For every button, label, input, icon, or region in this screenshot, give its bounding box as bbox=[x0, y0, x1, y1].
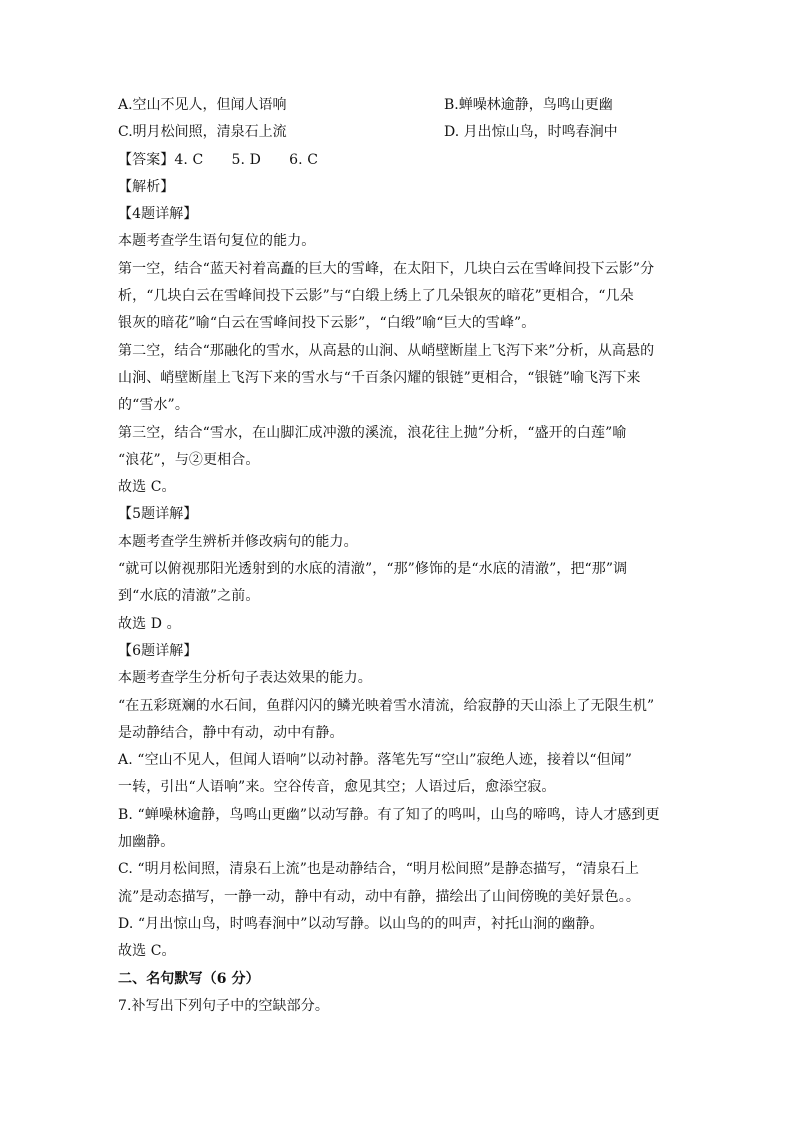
options-row-2 bbox=[118, 119, 678, 146]
options-row-1 bbox=[118, 92, 678, 119]
paragraph-line: 银灰的暗花”喻“白云在雪峰间投下云影”，“白缎”喻“巨大的雪峰”。 bbox=[118, 315, 536, 332]
option-d: D. 月出惊山鸟，时鸣春涧中 bbox=[444, 124, 618, 141]
paragraph-line: 本题考查学生分析句子表达效果的能力。 bbox=[118, 670, 372, 687]
option-c: C.明月松间照，清泉石上流 bbox=[118, 124, 287, 141]
option-b: B.蝉噪林逾静，鸟鸣山更幽 bbox=[444, 97, 613, 113]
paragraph-line: “就可以俯视那阳光透射到的水底的清澈”，“那”修饰的是“水底的清澈”，把“那”调 bbox=[118, 561, 628, 578]
paragraph-line: “浪花”，与②更相合。 bbox=[118, 451, 260, 468]
section-heading: 二、名句默写（6 分） bbox=[118, 970, 260, 987]
q5-heading: 【5题详解】 bbox=[118, 506, 198, 523]
paragraph-line: 到“水底的清澈”之前。 bbox=[118, 588, 260, 605]
paragraph-line: 第二空，结合“那融化的雪水，从高悬的山涧、从峭壁断崖上飞泻下来”分析，从高悬的 bbox=[118, 342, 655, 359]
paragraph-line: 本题考查学生辨析并修改病句的能力。 bbox=[118, 533, 358, 550]
paragraph-line: 本题考查学生语句复位的能力。 bbox=[118, 233, 316, 250]
analysis-heading: 【解析】 bbox=[118, 178, 175, 195]
paragraph-line: 第三空，结合“雪水，在山脚汇成冲激的溪流，浪花往上抛”分析，“盛开的白莲”喻 bbox=[118, 424, 627, 441]
paragraph-line: 流”是动态描写，一静一动，静中有动，动中有静，描绘出了山间傍晚的美好景色。。 bbox=[118, 888, 640, 905]
paragraph-line: 第一空，结合“蓝天衬着高矗的巨大的雪峰，在太阳下，几块白云在雪峰间投下云影”分 bbox=[118, 260, 655, 277]
option-a: A.空山不见人，但闻人语响 bbox=[118, 97, 287, 113]
paragraph-line: 析，“几块白云在雪峰间投下云影”与“白缎上绣上了几朵银灰的暗花”更相合，“几朵 bbox=[118, 288, 634, 305]
document-page bbox=[118, 92, 678, 1020]
paragraph-line: D. “月出惊山鸟，时鸣春涧中”以动写静。以山鸟的的叫声，衬托山涧的幽静。 bbox=[118, 915, 604, 932]
paragraph-line: B. “蝉噪林逾静，鸟鸣山更幽”以动写静。有了知了的鸣叫，山鸟的啼鸣，诗人才感到更 bbox=[118, 806, 660, 823]
paragraph-line: 是动静结合，静中有动，动中有静。 bbox=[118, 724, 344, 741]
paragraph-line: 加幽静。 bbox=[118, 834, 175, 851]
choice-line: 故选 C。 bbox=[118, 479, 176, 496]
paragraph-line: “在五彩斑斓的水石间，鱼群闪闪的鳞光映着雪水清流，给寂静的天山添上了无限生机” bbox=[118, 697, 655, 714]
paragraph-line: 山涧、峭壁断崖上飞泻下来的雪水与“千百条闪耀的银链”更相合，“银链”喻飞泻下来 bbox=[118, 369, 641, 386]
question-prompt: 7.补写出下列句子中的空缺部分。 bbox=[118, 997, 329, 1014]
q6-heading: 【6题详解】 bbox=[118, 642, 198, 659]
choice-line: 故选 C。 bbox=[118, 943, 176, 960]
paragraph-line: 一转，引出“人语响”来。空谷传音，愈见其空；人语过后，愈添空寂。 bbox=[118, 779, 556, 796]
paragraph-line: 的“雪水”。 bbox=[118, 397, 189, 414]
paragraph-line: C. “明月松间照，清泉石上流”也是动静结合，“明月松间照”是静态描写，“清泉石上 bbox=[118, 861, 639, 878]
choice-line: 故选 D 。 bbox=[118, 615, 181, 632]
paragraph-line: A. “空山不见人，但闻人语响”以动衬静。落笔先写“空山”寂绝人迹，接着以“但闻” bbox=[118, 752, 633, 769]
answer-line: 【答案】4. C 5. D 6. C bbox=[118, 151, 319, 168]
q4-heading: 【4题详解】 bbox=[118, 206, 198, 223]
